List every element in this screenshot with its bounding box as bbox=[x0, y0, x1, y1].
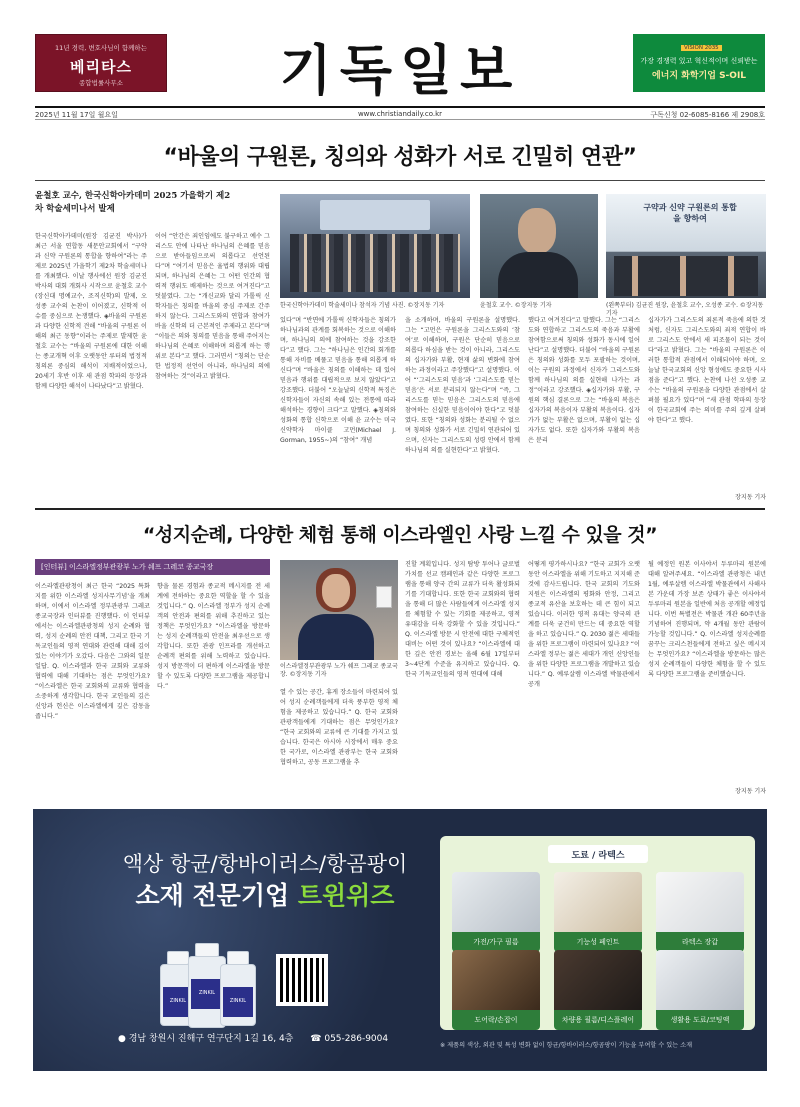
article1-column: 한국신학아카데미(원장 김균진 박사)가 최근 서울 연합동 새문안교회에서 “구약과 신약 구원론의 통합을 향하여”라는 주제로 2025년 가을학기 제2차 학술세미나를 개최했다. 이날 행사에선 원장 김균진 박사의 대회 개회사 시작으로 윤철호 교수(장신대 명예교수, 조직신학)의 발제, 오성종 교수의 논찬이 이어졌고, 신학적 이슈를 중심으로 논쟁했다. ◈바울의 구원론과 다양한 신학적 견해 “바울의 구원론 이해의 최근 동향”이라는 주제로 발제한 윤철호 교수는 “바울의 구원론에 대한 이해는 종교개혁 이후 오랫동안 루터의 법정적 칭의론 중심의 해석이 지배적이었으나, 20세기 후반 이후 새 관점 학파의 등장과 함께 다양한 해석이 나타났다”고 밝혔다. bbox=[35, 233, 147, 390]
bottle-cap bbox=[195, 943, 219, 957]
location-pin-icon: ● bbox=[118, 1034, 126, 1044]
tile-label: 라텍스 장갑 bbox=[656, 932, 744, 952]
byline: 장지동 기자 bbox=[735, 788, 766, 795]
ad-veritas[interactable] bbox=[35, 34, 167, 92]
photo-caption: (왼쪽부터) 김균진 원장, 윤철호 교수, 오성종 교수. ©장지동 기자 bbox=[606, 302, 764, 317]
newspaper-title: 기독일보 bbox=[279, 39, 521, 102]
application-tile bbox=[554, 950, 642, 1030]
application-tile bbox=[452, 872, 540, 952]
ad-company-brand: 트윈위즈 bbox=[297, 881, 395, 910]
photo-caption: 이스라엘정부관광부 노가 쉐프 그레코 종교국장. ©장지동 기자 bbox=[280, 663, 398, 678]
ad-tagline: 액상 항균/항바이러스/항곰팡이 bbox=[122, 852, 408, 876]
ad-soil-brand: 에너지 화학기업 S-OIL bbox=[651, 71, 747, 81]
phone-icon: ☎ bbox=[310, 1034, 322, 1044]
bottle-label: ZINKIL bbox=[223, 987, 253, 1017]
qr-code[interactable] bbox=[276, 954, 328, 1006]
attendees bbox=[290, 234, 460, 292]
panel-photo bbox=[606, 194, 766, 298]
ad-company-prefix: 소재 전문기업 bbox=[135, 881, 298, 910]
article2-column: 향을 물론 경험과 종교적 메시지를 전 세계에 전하하는 중요한 역할을 할 수 있을 것입니다.” Q. 이스라엘 정부가 성지 순례객의 안전과 편의를 위해 추진하고 있는 정책은 무엇인가요? “이스라엘을 방문하는 성지 순례객들의 안전을 최우선으로 생각합니다. 또한 관광 인프라를 개선하고 순례객 편의를 위해 노력하고 있습니다. 성지 방문객이 더 편하게 이스라엘을 방문할 수 있도록 다양한 프로그램을 제공합니다.” bbox=[157, 583, 270, 690]
tile-label: 기능성 페인트 bbox=[554, 932, 642, 952]
article2-column: 이스라엘관광청이 최근 한국 “2025 특화지를 위한 이스라엘 성지사무기념’을 개최하며, 이에서 이스라엘 정부관광부 그레코 종교국장과 인터뷰를 진행했다. 이 인터뷰에서는 이스라엘관광청의 성지 순례와 협력, 성지 순례의 안전 대책, 그리고 한국 기독교인들의 영적 연대와 관련해 대해 깊이 있는 이야기가 오갔다. 다음은 그와의 일문일답. Q. 이스라엘과 한국 교회와 교류와 협력에 대해 기대하는 점은 무엇인가요? “이스라엘은 한국 교회와의 교류와 협력을 소중하게 생각합니다. 한국 교인들의 깊은 신앙과 헌신은 이스라엘에게 깊은 감동을 줍니다.” bbox=[35, 583, 150, 720]
subscription-info: 구독신청 02-6085-8166 제 2908호 bbox=[650, 111, 765, 119]
byline: 장지동 기자 bbox=[735, 494, 766, 501]
jacket bbox=[298, 614, 374, 660]
article2-column: 열 수 있는 공간, 휴게 장소들이 마련되어 있어 성지 순례객들에게 더욱 풍부한 영적 체험을 제공하고 있습니다.” Q. 한국 교회와 관광객들에게 기대하는 점은 무엇인가요? “한국 교회와의 교류에 큰 기대를 가지고 있습니다. 한국은 아시아 시장에서 매우 중요한 국가로, 이스라엘 관광부는 한국 교회와 협력하고, 공동 프로그램을 추 bbox=[280, 689, 398, 766]
ad-veritas-brand: 베리타스 bbox=[70, 58, 132, 76]
tile-label: 생활용 도료/코팅액 bbox=[656, 1010, 744, 1030]
bottle-label: ZINKIL bbox=[163, 987, 193, 1017]
article2-column: 진할 계획입니다. 성지 탐방 투어나 글로벌 가치를 선교 캠페인과 같은 다양한 프로그램을 통해 양국 간의 교류가 더욱 활성화되기를 기대합니다. 또한 한국 교회와의 협력을 통해 더 많은 사람들에게 이스라엘 성지를 체험할 수 있는 기회를 제공하고, 영적 유대감을 더욱 강화할 수 있을 것입니다.” Q. 이스라엘 방문 시 안전에 대한 구체적인 대비는 어떤 것이 있나요? “이스라엘에 대한 깊은 안전 경보는 올해 6월 17일부터 3~4단계 수준을 유지하고 있습니다. Q. 한국 기독교인들의 영적 연대에 대해 bbox=[405, 561, 520, 678]
divider bbox=[35, 508, 765, 510]
ad-veritas-line1: 11년 경력, 변호사님이 함께하는 bbox=[55, 44, 147, 52]
ad-disclaimer: ※ 제품의 색상, 외관 및 특성 변화 없이 항균/항바이러스/항곰팡이 기능을 부여할 수 있는 소재 bbox=[440, 1042, 693, 1049]
article1-column: 했다고 여겨진다”고 말했다. 그는 “그리스도와 연합하고 그리스도의 죽음과 부활에 참여함으로써 칭의와 성화가 동시에 일어난다”고 설명했다. 더불어 “바울의 구원론은 칭의와 성화를 모두 포괄하는 것이며, 이는 구원의 과정에서 신자가 그리스도와 함께 하나님의 의를 실현해 나가는 과정”이라고 강조했다. ◈십자가와 부활, 구원의 핵심 결론으로 그는 “바울의 복음은 십자가의 복음이자 부활의 복음이다. 십자가가 없는 부활은 없으며, 부활이 없는 십자가도 없다. 또한 십자가와 부활의 복음은 분리 bbox=[528, 317, 640, 444]
tile-image bbox=[554, 872, 642, 932]
speaker-face bbox=[518, 208, 556, 254]
photo-caption: 한국신학아카데미 학술세미나 참석자 기념 사진. ©장지동 기자 bbox=[280, 302, 445, 309]
ad-soil-badge: VISION 2035 bbox=[681, 45, 722, 51]
speaker-suit bbox=[498, 252, 578, 298]
group-photo bbox=[280, 194, 470, 298]
photo-caption: 윤철호 교수. ©장지동 기자 bbox=[480, 302, 552, 309]
application-panel-title: 도료 / 라텍스 bbox=[548, 845, 648, 863]
tile-label: 도어락/손잡이 bbox=[452, 1010, 540, 1030]
article1-subhead: 윤철호 교수, 한국신학아카데미 2025 가을학기 제2차 학술세미나서 발제 bbox=[35, 191, 231, 214]
site-url[interactable]: www.christiandaily.co.kr bbox=[357, 110, 443, 118]
article1-column: 십자가가 그리스도의 죄론적 죽음에 의한 것처럼, 신자도 그리스도와의 죄적 연합이 바로 그리스도 안에서 새 피조물이 되는 것이다”라고 밝혔다. 그는 “바울의 구원론은 이러한 통합적 관점에서 이해되어야 하며, 오늘날 한국교회의 신앙 형성에도 중요한 시사점을 준다”고 했다. 논찬에 나선 오성종 교수는 “바울의 구원론을 다양한 관점에서 살펴볼 필요가 있다”며 “새 관점 학파의 등장이 한국교회에 주는 의미를 주의 깊게 살펴야 한다”고 했다. bbox=[648, 317, 766, 424]
flag-icon bbox=[376, 586, 392, 608]
tile-image bbox=[452, 950, 540, 1010]
product-bottle bbox=[220, 964, 256, 1026]
bottle-cap bbox=[167, 951, 189, 965]
bottle-cap bbox=[227, 951, 249, 965]
tile-image bbox=[656, 872, 744, 932]
application-tile bbox=[656, 872, 744, 952]
application-tile bbox=[656, 950, 744, 1030]
ad-address: 경남 창원시 진해구 연구단지 1길 16, 4층 bbox=[128, 1034, 294, 1044]
article2-headline: “성지순례, 다양한 체험 통해 이스라엘인 사랑 느낄 수 있을 것” bbox=[142, 524, 658, 546]
banner-text: 구약과 신약 구원론의 통합을 향하여 bbox=[643, 203, 737, 223]
ad-phone[interactable]: 055-286-9004 bbox=[324, 1034, 389, 1044]
article1-column: 을 소개하며, 바울의 구원론을 설명했다. 그는 “고먼은 구원론을 그리스도와의 ‘참여’로 이해하며, 구원은 단순히 믿음으로 의롭다 하심을 받는 것이 아니라, 그리스도의 십자가와 부활, 현재 삶의 변화에 참여하는 과정이라고 주장했다”고 설명했다. 이어 “‘그리스도의 믿음’과 ‘그리스도를 믿는 믿음’은 서로 분리되지 않는다”며 “즉, 그리스도를 믿는 믿음은 그리스도의 믿음에 참여하는 신실한 믿음이어야 한다”고 덧붙였다. 또한 “칭의와 성화는 분리될 수 없으며 칭의와 성화가 서로 긴밀히 연관되어 있으며, 신자는 그리스도의 성령 안에서 함께 하나님의 의를 실현한다”고 밝혔다. bbox=[405, 317, 520, 454]
qr-pattern bbox=[280, 958, 324, 1002]
ad-company-line bbox=[100, 876, 430, 912]
ad-contact bbox=[118, 1031, 428, 1044]
tile-image bbox=[554, 950, 642, 1010]
speaker-photo bbox=[480, 194, 598, 298]
article1-column: 이어 “안간은 죄인임에도 불구하고 예수 그리스도 안에 나타난 하나님의 은혜를 믿음으로 받아들임으로써 의롭다고 선언된다”며 “여기서 믿음은 율법의 행위와 대립되며, 하나님의 은혜는 그 어떤 인간의 협력적 행위도 배제하는 것으로 여겨진다”고 덧붙였다. 그는 “개신교와 달리 가톨릭 신학자들은 칭의를 바울의 중심 주제로 간주하지 않는다. 그리스도와의 연합과 참여가 바울 신학의 더 근본적인 주제라고 본다”며 “이들은 의와 칭의를 믿음을 통해 주어지는 하나님의 은혜로 이해하며 의롭게 하는 행위로 본다”고 했다. 그러면서 “칭의는 단순한 법정적 선언이 아니라, 하나님의 의에 참여하는 것”이라고 밝혔다. bbox=[155, 233, 270, 380]
divider bbox=[35, 180, 765, 181]
tile-image bbox=[452, 872, 540, 932]
tile-label: 차량용 필름/디스플레이 bbox=[554, 1010, 642, 1030]
bottle-label: ZINKIL bbox=[191, 979, 223, 1009]
article2-column: 어떻게 평가하시나요? “한국 교회가 오랫동안 이스라엘을 위해 기도하고 지지해 준 것에 감사드립니다. 한국 교회의 기도와 지원은 이스라엘의 평화와 안정, 그리고 종교적 유산을 보호하는 데 큰 힘이 되고 있습니다. 이러한 영적 유대는 양국의 관계를 더욱 굳건히 만드는 데 중요한 역할을 하고 있습니다.” Q. 2030 젊은 세대들을 위한 프로그램이 마련되어 있나요? “이스라엘 정부는 젊은 세대가 개인 신앙인들을 위한 다양한 프로그램을 개발하고 있습니다.” Q. 예루살렘 이스라엘 박물관에서 공개 bbox=[528, 561, 640, 688]
tile-label: 가전/가구 필름 bbox=[452, 932, 540, 952]
article1-column: 있다”며 “반면에 가톨릭 신학자들은 칭의가 하나님과의 관계를 회복하는 것으로 이해하며, 하나님의 의에 참여하는 것을 강조한다”고 했다. 그는 “하나님은 인간의 회개를 통해 자비를 베풀고 믿음을 통해 의롭게 하신다”며 “바울은 칭의를 이해하는 데 있어 믿음과 행위를 대립적으로 보지 않았다”고 강조했다. 더불어 “오늘날의 신학적 특징은 신학자들이 자신의 속해 있는 전통에 따라 해석하는 경향이 크다”고 말했다. ◈칭의와 성화의 통합 신학으로 이해 윤 교수는 미국 신약학자 마이클 고먼(Michael J. Gorman, 1955~)의 “참여” 개념 bbox=[280, 317, 396, 444]
banner-sign bbox=[320, 200, 430, 230]
tile-image bbox=[656, 950, 744, 1010]
panelists bbox=[614, 256, 758, 296]
dateline bbox=[35, 106, 765, 120]
article2-column: 될 예정인 원본 이사야서 두루마리 원본에 대해 알려주세요. “이스라엘 관광청은 내년 1월, 예루살렘 이스라엘 박물관에서 사해사본 가운데 가장 보존 상태가 좋은 이사야서 두루마리 원본을 일반에 처음 공개할 예정입니다. 이번 특별전은 박물관 개관 60주년을 기념하여 진행되며, 약 4개월 동안 관람이 가능할 것입니다.” Q. 이스라엘 성지순례를 꿈꾸는 크리스천들에게 전하고 싶은 메시지는 무엇인가요? “이스라엘을 방문하는 많은 성지 순례객들이 다양한 체험을 할 수 있도록 다양한 프로그램을 준비했습니다. bbox=[648, 561, 766, 678]
interview-tag: [인터뷰] 이스라엘정부관광부 노가 쉐프 그레코 종교국장 bbox=[35, 559, 270, 575]
ad-veritas-line2: 종합법률사무소 bbox=[79, 79, 123, 87]
interviewee-photo bbox=[280, 560, 398, 660]
application-tile bbox=[554, 872, 642, 952]
application-tile bbox=[452, 950, 540, 1030]
article1-headline: “바울의 구원론, 칭의와 성화가 서로 긴밀히 연관” bbox=[163, 145, 637, 170]
face bbox=[322, 574, 350, 608]
ad-soil-line1: 가장 경쟁력 있고 혁신적이며 신뢰받는 bbox=[640, 57, 758, 65]
issue-date: 2025년 11월 17일 월요일 bbox=[35, 111, 118, 119]
ad-soil[interactable] bbox=[633, 34, 765, 92]
